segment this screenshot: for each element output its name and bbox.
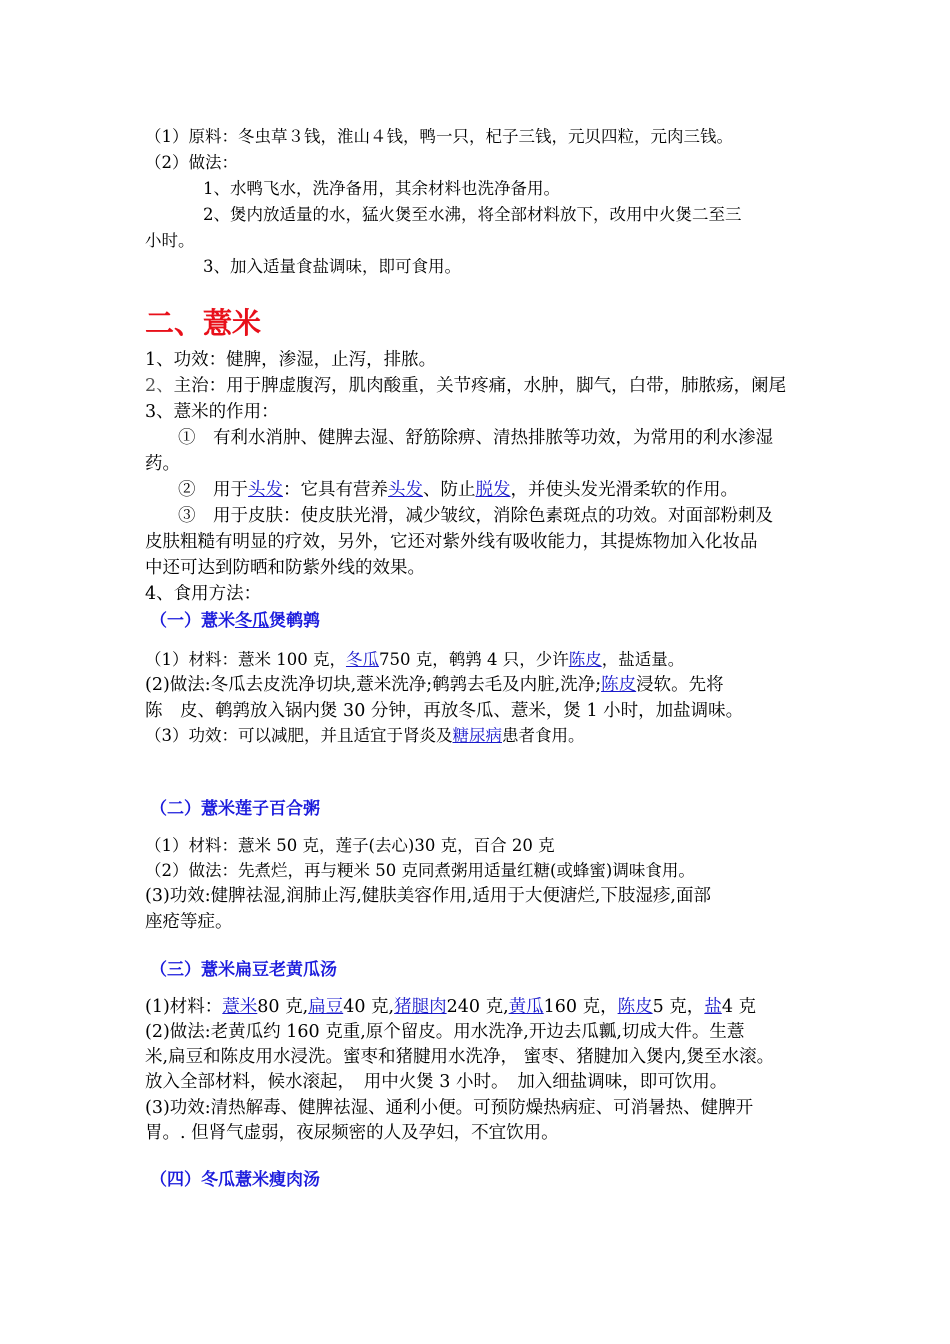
recipe-3-ingr-b: 80 克, (257, 997, 309, 1017)
recipe-3-ingr-c: 40 克, (343, 997, 395, 1017)
use-2-text-c: 、防止 (423, 480, 476, 500)
hair-loss-link[interactable]: 脱发 (475, 480, 511, 500)
recipe-2-ingredients: （1）材料：薏米 50 克，莲子(去心)30 克，百合 20 克 (145, 836, 555, 855)
hair-link-2[interactable]: 头发 (388, 480, 423, 500)
tangerine-peel-link-3[interactable]: 陈皮 (617, 997, 653, 1017)
salt-link[interactable]: 盐 (704, 997, 722, 1017)
hair-link[interactable]: 头发 (248, 480, 283, 500)
recipe-3-ingr-e: 160 克， (543, 997, 618, 1017)
lentil-link[interactable]: 扁豆 (308, 997, 344, 1017)
recipe-3-title: （三）薏米扁豆老黄瓜汤 (150, 960, 337, 980)
recipe-1-title (150, 609, 320, 633)
indication-line (145, 373, 786, 399)
recipe-1-method (145, 672, 724, 698)
use-3-cont-2: 中还可达到防晒和防紫外线的效果。 (145, 558, 425, 578)
use-2-text-b: ：它具有营养 (283, 480, 388, 500)
recipe-1-title-a: （一）薏米 (150, 611, 235, 631)
recipe-1-effect-a: （3）功效：可以减肥，并且适宜于肾炎及 (145, 726, 453, 745)
use-2-text-d: ，并使头发光滑柔软的作用。 (510, 480, 738, 500)
recipe-1-ingr-a: （1）材料：薏米 100 克， (145, 650, 346, 669)
recipe-3-method-cont-1: 米,扁豆和陈皮用水浸洗。蜜枣和猪腱用水洗净， 蜜枣、猪腱加入煲内,煲至水滚。 (145, 1047, 775, 1067)
recipe-3-ingr-g: 4 克 (721, 997, 757, 1017)
recipe-2-effect-cont: 座疮等症。 (145, 912, 233, 932)
method-heading: （2）做法： (145, 153, 238, 172)
recipe-2-effect: (3)功效:健脾祛湿,润肺止泻,健肤美容作用,适用于大便溏烂,下肢湿疹,面部 (145, 886, 711, 906)
indication-text: 主治：用于脾虚腹泻，肌肉酸重，关节疼痛，水肿，脚气，白带，肺脓疡，阑尾 (173, 376, 787, 396)
recipe-1-title-b: 煲鹌鹑 (269, 611, 320, 631)
method-step-2: 2、煲内放适量的水，猛火煲至水沸，将全部材料放下，改用中火煲二至三 (203, 205, 742, 224)
recipe-1-method-a: (2)做法:冬瓜去皮洗净切块,薏米洗净;鹌鹑去毛及内脏,洗净; (145, 675, 602, 695)
ingredients-line: （1）原料：冬虫草３钱，淮山４钱，鸭一只，杞子三钱，元贝四粒，元肉三钱。 (145, 127, 733, 146)
recipe-1-ingredients (145, 647, 684, 673)
use-2-text-a: ② 用于 (178, 480, 248, 500)
section-title: 二、薏米 (145, 306, 262, 340)
method-step-2-cont: 小时。 (145, 231, 195, 250)
usage-heading: 4、食用方法： (145, 584, 262, 604)
cucumber-link[interactable]: 黄瓜 (508, 997, 544, 1017)
winter-melon-title-link[interactable]: 冬瓜 (235, 611, 269, 631)
coix-seed-link[interactable]: 薏米 (222, 997, 258, 1017)
recipe-1-method-b: 浸软。先将 (636, 675, 724, 695)
recipe-3-ingr-a: (1)材料： (145, 997, 223, 1017)
tangerine-peel-link-2[interactable]: 陈皮 (601, 675, 637, 695)
recipe-3-ingr-d: 240 克, (446, 997, 509, 1017)
recipe-1-effect-b: 患者食用。 (502, 726, 585, 745)
indication-number: 2、 (145, 376, 174, 396)
uses-heading: 3、薏米的作用： (145, 402, 279, 422)
use-3: ③ 用于皮肤：使皮肤光滑，减少皱纹，消除色素斑点的功效。对面部粉刺及 (178, 506, 773, 526)
method-step-1: 1、水鸭飞水，洗净备用，其余材料也洗净备用。 (203, 179, 560, 198)
recipe-2-method: （2）做法：先煮烂，再与粳米 50 克同煮粥用适量红糖(或蜂蜜)调味食用。 (145, 861, 695, 880)
recipe-3-effect: (3)功效:清热解毒、健脾祛湿、通利小便。可预防燥热病症、可消暑热、健脾开 (145, 1098, 754, 1118)
recipe-1-ingr-b: 750 克，鹌鹑 4 只，少许 (378, 650, 569, 669)
recipe-4-title: （四）冬瓜薏米瘦肉汤 (150, 1170, 320, 1190)
use-1: ① 有利水消肿、健脾去湿、舒筋除痹、清热排脓等功效，为常用的利水渗湿 (178, 428, 773, 448)
use-2 (178, 477, 738, 503)
diabetes-link[interactable]: 糖尿病 (452, 726, 502, 745)
efficacy-line: 1、功效：健脾，渗湿，止泻，排脓。 (145, 350, 437, 370)
recipe-1-ingr-c: ，盐适量。 (601, 650, 685, 669)
recipe-1-method-cont: 陈 皮、鹌鹑放入锅内煲 30 分钟，再放冬瓜、薏米，煲 1 小时，加盐调味。 (145, 701, 744, 721)
recipe-3-ingr-f: 5 克， (652, 997, 705, 1017)
recipe-3-method: (2)做法:老黄瓜约 160 克重,原个留皮。用水洗净,开边去瓜瓤,切成大件。生薏 (145, 1022, 745, 1042)
winter-melon-link[interactable]: 冬瓜 (345, 650, 379, 669)
recipe-1-effect (145, 723, 585, 749)
recipe-3-effect-cont: 胃。. 但肾气虚弱，夜尿频密的人及孕妇，不宜饮用。 (145, 1123, 559, 1143)
recipe-2-title: （二）薏米莲子百合粥 (150, 799, 320, 819)
recipe-3-ingredients (145, 994, 756, 1020)
tangerine-peel-link[interactable]: 陈皮 (568, 650, 602, 669)
pork-leg-link[interactable]: 猪腿肉 (394, 997, 447, 1017)
use-3-cont-1: 皮肤粗糙有明显的疗效，另外，它还对紫外线有吸收能力，其提炼物加入化妆品 (145, 532, 758, 552)
use-1-cont: 药。 (145, 454, 180, 474)
recipe-3-method-cont-2: 放入全部材料，候水滚起， 用中火煲 3 小时。 加入细盐调味，即可饮用。 (145, 1072, 728, 1092)
method-step-3: 3、加入适量食盐调味，即可食用。 (203, 257, 461, 276)
